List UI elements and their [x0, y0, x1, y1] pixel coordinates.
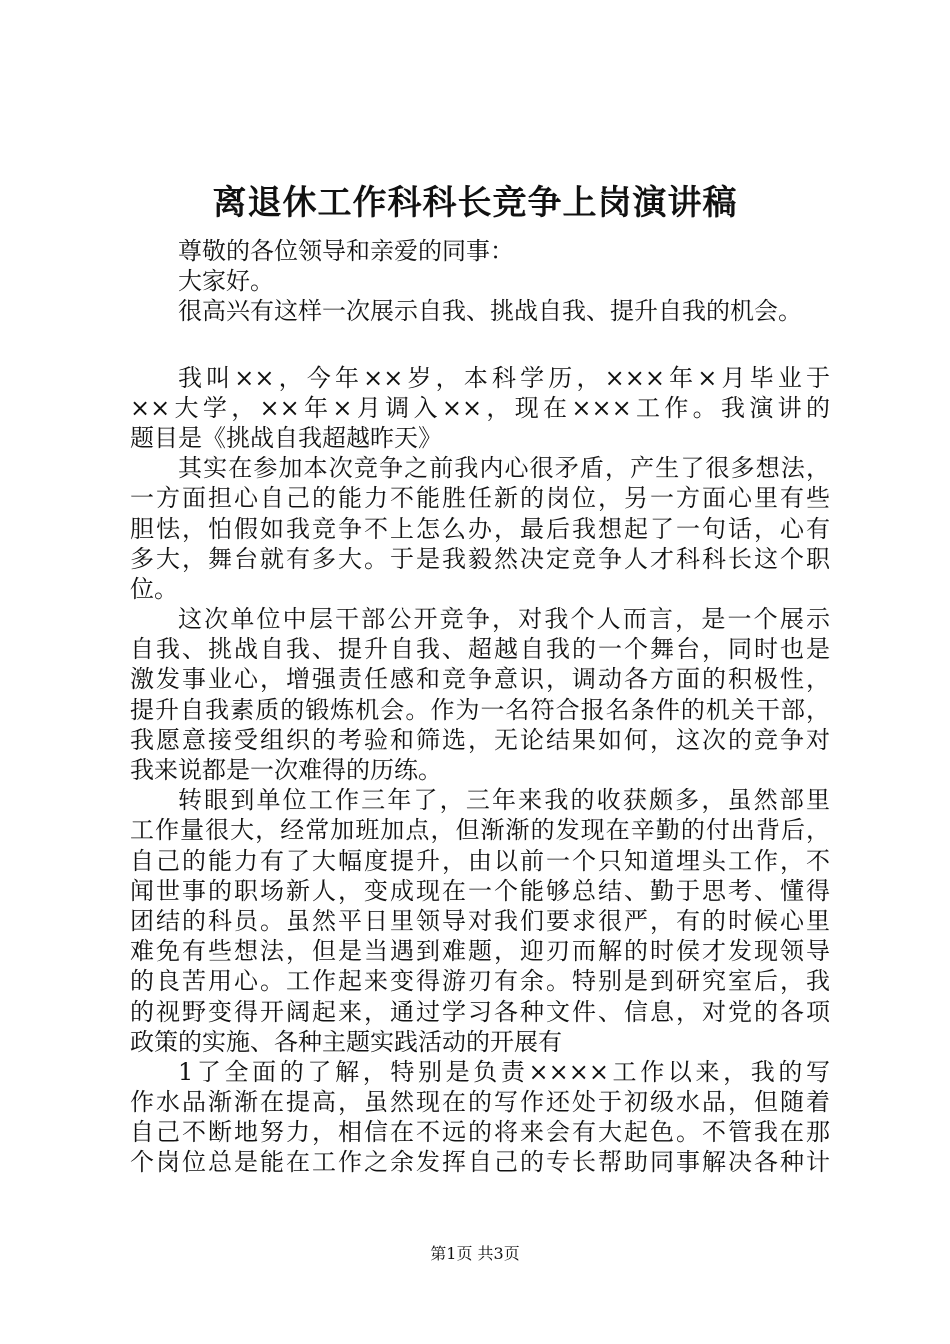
page-footer: 第1页 共3页 — [430, 1244, 520, 1263]
text-line: 个岗位总是能在工作之余发挥自己的专长帮助同事解决各种计 — [130, 1148, 830, 1177]
text-line: 题目是《挑战自我超越昨天》 — [130, 423, 442, 452]
text-line: 自己不断地努力，相信在不远的将来会有大起色。不管我在那 — [130, 1118, 830, 1147]
text-line: 团结的科员。虽然平日里领导对我们要求很严，有的时候心里 — [130, 906, 830, 935]
document-body — [130, 236, 830, 1178]
text-line: 提升自我素质的锻炼机会。作为一名符合报名条件的机关干部， — [130, 695, 830, 724]
text-line: 转眼到单位工作三年了，三年来我的收获颇多，虽然部里 — [178, 786, 830, 815]
text-line: 难免有些想法，但是当遇到难题，迎刃而解的时侯才发现领导 — [130, 937, 830, 966]
text-line: 其实在参加本次竞争之前我内心很矛盾，产生了很多想法， — [178, 454, 830, 483]
text-line: 自己的能力有了大幅度提升，由以前一个只知道埋头工作，不 — [130, 846, 830, 875]
text-line: ××大学，××年×月调入××，现在×××工作。我演讲的 — [130, 393, 830, 422]
text-line: 闻世事的职场新人，变成现在一个能够总结、勤于思考、懂得 — [130, 876, 830, 905]
text-line: 工作量很大，经常加班加点，但渐渐的发现在辛勤的付出背后， — [130, 816, 830, 845]
text-line: 一方面担心自己的能力不能胜任新的岗位，另一方面心里有些 — [130, 484, 830, 513]
greeting-line: 大家好。 — [178, 267, 274, 296]
text-line: 激发事业心，增强责任感和竞争意识，调动各方面的积极性， — [130, 665, 830, 694]
text-line: 我来说都是一次难得的历练。 — [130, 756, 442, 784]
text-line: 的视野变得开阔起来，通过学习各种文件、信息，对党的各项 — [130, 997, 830, 1026]
text-line: 政策的实施、各种主题实践活动的开展有 — [130, 1027, 562, 1056]
text-line: 我愿意接受组织的考验和筛选，无论结果如何，这次的竞争对 — [130, 725, 830, 754]
text-line: 作水品渐渐在提高，虽然现在的写作还处于初级水品，但随着 — [130, 1088, 830, 1117]
text-line: 自我、挑战自我、提升自我、超越自我的一个舞台，同时也是 — [130, 635, 830, 664]
text-line: 这次单位中层干部公开竞争，对我个人而言，是一个展示 — [178, 605, 830, 634]
text-line: 胆怯，怕假如我竞争不上怎么办，最后我想起了一句话，心有 — [130, 514, 830, 543]
document-title: 离退休工作科科长竞争上岗演讲稿 — [212, 183, 738, 223]
paragraph-gap — [130, 327, 830, 363]
text-line: 我叫××，今年××岁，本科学历，×××年×月毕业于 — [178, 363, 830, 392]
text-line: 1了全面的了解，特别是负责××××工作以来，我的写 — [178, 1057, 830, 1086]
text-line: 很高兴有这样一次展示自我、挑战自我、提升自我的机会。 — [178, 297, 802, 326]
text-line: 位。 — [130, 574, 178, 603]
text-line: 多大，舞台就有多大。于是我毅然决定竞争人才科科长这个职 — [130, 544, 830, 573]
text-line: 的良苦用心。工作起来变得游刃有余。特别是到研究室后，我 — [130, 967, 830, 996]
salutation-line: 尊敬的各位领导和亲爱的同事： — [178, 237, 514, 265]
